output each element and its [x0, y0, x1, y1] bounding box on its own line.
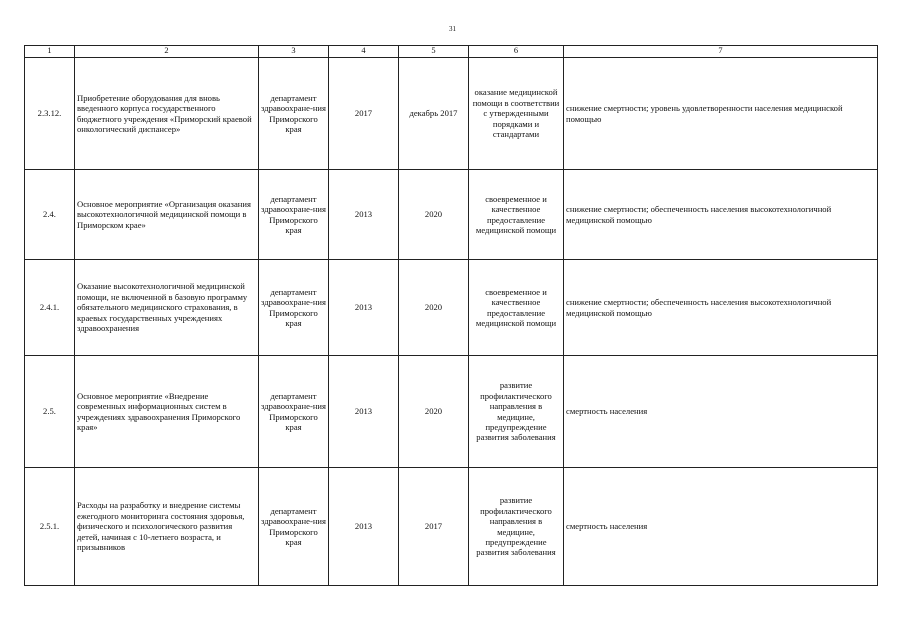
expected-result: развитие профилактического направления в медицине, предупреждение развития заболевания	[469, 468, 564, 586]
measure-name: Расходы на разработку и внедрение системы ежегодного мониторинга состояния здоровья, физического и психологического развития детей, начиная с 10-летнего возраста, и призывников	[75, 468, 259, 586]
measure-name: Основное мероприятие «Организация оказания высокотехнологичной медицинской помощи в Приморском крае»	[75, 170, 259, 260]
executor: департамент здравоохране-ния Приморского края	[259, 468, 329, 586]
header-col-6: 6	[469, 46, 564, 58]
end-date: декабрь 2017	[399, 58, 469, 170]
executor: департамент здравоохране-ния Приморского края	[259, 58, 329, 170]
indicator: снижение смертности; обеспеченность населения высокотехнологичной медицинской помощью	[564, 170, 878, 260]
row-number: 2.5.	[25, 356, 75, 468]
start-year: 2017	[329, 58, 399, 170]
indicator: снижение смертности; уровень удовлетворенности населения медицинской помощью	[564, 58, 878, 170]
start-year: 2013	[329, 260, 399, 356]
row-number: 2.4.1.	[25, 260, 75, 356]
expected-result: развитие профилактического направления в медицине, предупреждение развития заболевания	[469, 356, 564, 468]
table-row	[25, 58, 878, 170]
page-number: 31	[449, 25, 456, 33]
table-row	[25, 170, 878, 260]
measure-name: Приобретение оборудования для вновь введенного корпуса государственного бюджетного учреждения «Приморский краевой онкологический диспансер»	[75, 58, 259, 170]
row-number: 2.5.1.	[25, 468, 75, 586]
header-col-2: 2	[75, 46, 259, 58]
expected-result: своевременное и качественное предоставление медицинской помощи	[469, 170, 564, 260]
row-number: 2.4.	[25, 170, 75, 260]
header-col-7: 7	[564, 46, 878, 58]
measure-name: Основное мероприятие «Внедрение современных информационных систем в учреждениях здравоохранения Приморского края»	[75, 356, 259, 468]
start-year: 2013	[329, 170, 399, 260]
end-date: 2017	[399, 468, 469, 586]
measure-name: Оказание высокотехнологичной медицинской помощи, не включенной в базовую программу обязательного медицинского страхования, в краевых государственных учреждениях здравоохранения	[75, 260, 259, 356]
end-date: 2020	[399, 356, 469, 468]
header-col-3: 3	[259, 46, 329, 58]
end-date: 2020	[399, 170, 469, 260]
start-year: 2013	[329, 356, 399, 468]
header-col-4: 4	[329, 46, 399, 58]
indicator: снижение смертности; обеспеченность населения высокотехнологичной медицинской помощью	[564, 260, 878, 356]
header-col-5: 5	[399, 46, 469, 58]
measures-table	[24, 45, 878, 586]
executor: департамент здравоохране-ния Приморского края	[259, 356, 329, 468]
table-row	[25, 468, 878, 586]
indicator: смертность населения	[564, 468, 878, 586]
end-date: 2020	[399, 260, 469, 356]
header-col-1: 1	[25, 46, 75, 58]
table-row	[25, 260, 878, 356]
expected-result: своевременное и качественное предоставление медицинской помощи	[469, 260, 564, 356]
row-number: 2.3.12.	[25, 58, 75, 170]
executor: департамент здравоохране-ния Приморского края	[259, 170, 329, 260]
table-row	[25, 356, 878, 468]
start-year: 2013	[329, 468, 399, 586]
indicator: смертность населения	[564, 356, 878, 468]
executor: департамент здравоохране-ния Приморского края	[259, 260, 329, 356]
expected-result: оказание медицинской помощи в соответствии с утвержденными порядками и стандартами	[469, 58, 564, 170]
header-row	[25, 46, 878, 58]
